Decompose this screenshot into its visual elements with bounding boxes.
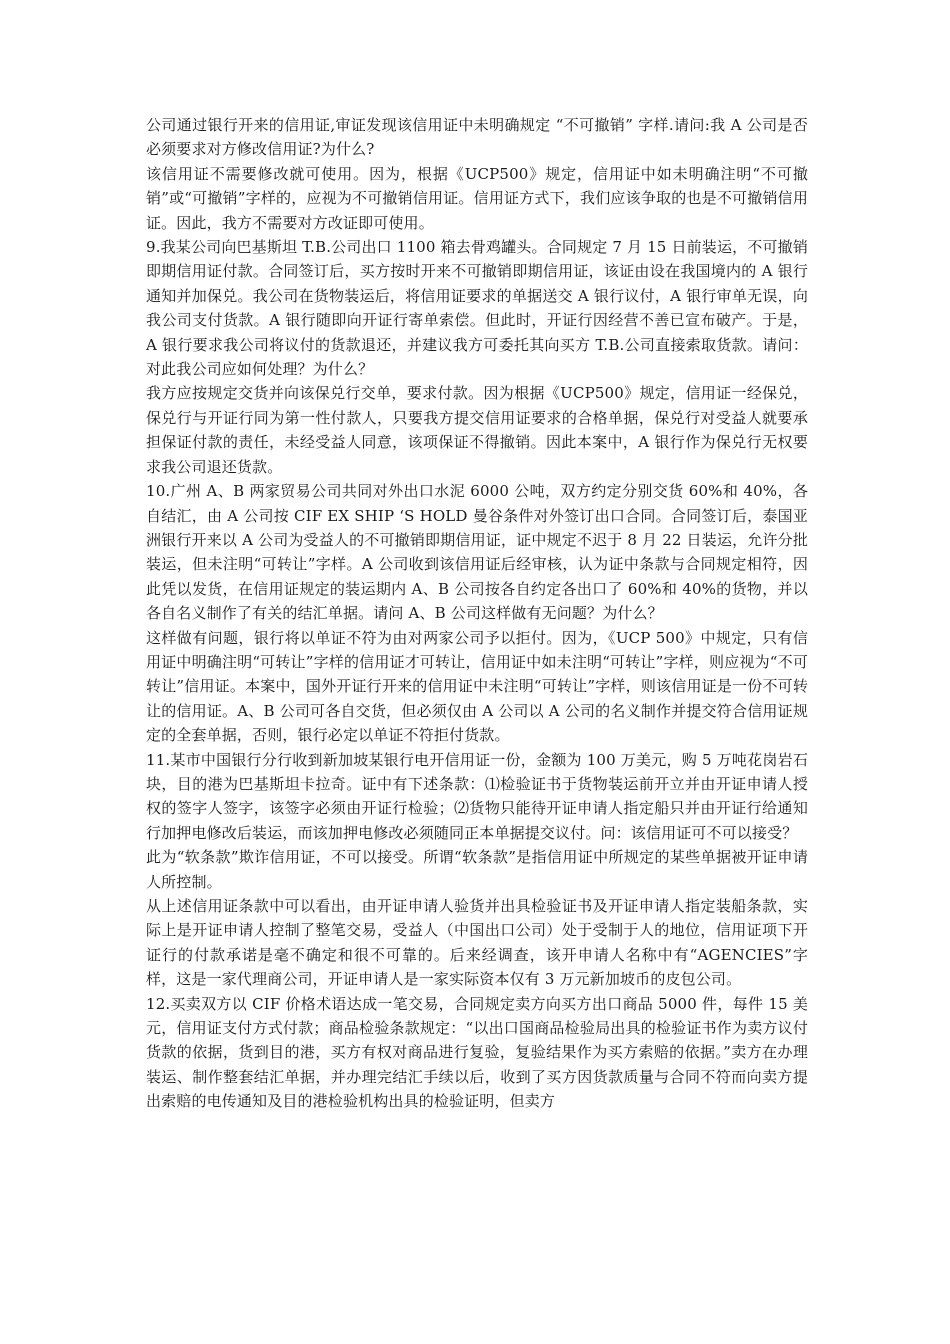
paragraph-answer-11: 此为“软条款”欺诈信用证，不可以接受。所谓“软条款”是指信用证中所规定的某些单据被开证申请人所控制。 (146, 848, 808, 891)
paragraph-question-12: 12.买卖双方以 CIF 价格术语达成一笔交易，合同规定卖方向买方出口商品 5000 件，每件 15 美元，信用证支付方式付款；商品检验条款规定：“以出口国商品检验局出具的检验证书作为卖方议付货款的依据，货到目的港，买方有权对商品进行复验，复验结果作为买方索赔的依据。”卖方在办理装运、制作整套结汇单据，并办理完结汇手续以后，收到了买方因货款质量与合同不符而向卖方提出索赔的电传通知及目的港检验机构出具的检验证明，但卖方 (146, 994, 808, 1111)
paragraph-question-9: 9.我某公司向巴基斯坦 T.B.公司出口 1100 箱去骨鸡罐头。合同规定 7 月 15 日前装运，不可撤销即期信用证付款。合同签订后，买方按时开来不可撤销即期信用证，该证由设在我国境内的 A 银行通知并加保兑。我公司在货物装运后，将信用证要求的单据送交 A 银行议付，A 银行审单无误，向我公司支付货款。A 银行随即向开证行寄单索偿。但此时，开证行因经营不善已宣布破产。于是，A 银行要求我公司将议付的货款退还，并建议我方可委托其向买方 T.B.公司直接索取货款。请问：对此我公司应如何处理？为什么？ (146, 238, 808, 379)
paragraph-answer-9: 我方应按规定交货并向该保兑行交单，要求付款。因为根据《UCP500》规定，信用证一经保兑，保兑行与开证行同为第一性付款人，只要我方提交信用证要求的合格单据，保兑行对受益人就要承担保证付款的责任，未经受益人同意，该项保证不得撤销。因此本案中，A 银行作为保兑行无权要求我公司退还货款。 (146, 384, 808, 476)
paragraph-question-10: 10.广州 A、B 两家贸易公司共同对外出口水泥 6000 公吨，双方约定分别交货 60%和 40%，各自结汇，由 A 公司按 CIF EX SHIP ‘S HOLD 曼谷条件对外签订出口合同。合同签订后，泰国亚洲银行开来以 A 公司为受益人的不可撤销即期信用证，证中规定不迟于 8 月 22 日装运，允许分批装运，但未注明“可转让”字样。A 公司收到该信用证后经审核，认为证中条款与合同规定相符，因此凭以发货，在信用证规定的装运期内 A、B 公司按各自约定各出口了 60%和 40%的货物，并以各自名义制作了有关的结汇单据。请问 A、B 公司这样做有无问题？为什么？ (146, 482, 808, 623)
paragraph-answer-11-detail: 从上述信用证条款中可以看出，由开证申请人验货并出具检验证书及开证申请人指定装船条款，实际上是开证申请人控制了整笔交易，受益人（中国出口公司）处于受制于人的地位，信用证项下开证行的付款承诺是毫不确定和很不可靠的。后来经调查，该开申请人名称中有“AGENCIES”字样，这是一家代理商公司，开证申请人是一家实际资本仅有 3 万元新加坡币的皮包公司。 (146, 897, 808, 989)
paragraph-question-8-end: 公司通过银行开来的信用证,审证发现该信用证中未明确规定 “不可撤销” 字样.请问:我 A 公司是否必须要求对方修改信用证?为什么? (146, 116, 808, 159)
document-body (146, 113, 808, 1114)
paragraph-answer-8: 该信用证不需要修改就可使用。因为，根据《UCP500》规定，信用证中如未明确注明“不可撤销”或“可撤销”字样的，应视为不可撤销信用证。信用证方式下，我们应该争取的也是不可撤销信用证。因此，我方不需要对方改证即可使用。 (146, 164, 808, 232)
paragraph-answer-10: 这样做有问题，银行将以单证不符为由对两家公司予以拒付。因为，《UCP 500》中规定，只有信用证中明确注明“可转让”字样的信用证才可转让，信用证中如未注明“可转让”字样，则应视为“不可转让”信用证。本案中，国外开证行开来的信用证中未注明“可转让”字样，则该信用证是一份不可转让的信用证。A、B 公司可各自交货，但必须仅由 A 公司以 A 公司的名义制作并提交符合信用证规定的全套单据，否则，银行必定以单证不符拒付货款。 (146, 628, 808, 745)
paragraph-question-11: 11.某市中国银行分行收到新加坡某银行电开信用证一份，金额为 100 万美元，购 5 万吨花岗岩石块，目的港为巴基斯坦卡拉奇。证中有下述条款：⑴检验证书于货物装运前开立并由开证申请人授权的签字人签字，该签字必须由开证行检验；⑵货物只能待开证申请人指定船只并由开证行给通知行加押电修改后装运，而该加押电修改必须随同正本单据提交议付。问：该信用证可不可以接受？ (146, 750, 808, 842)
